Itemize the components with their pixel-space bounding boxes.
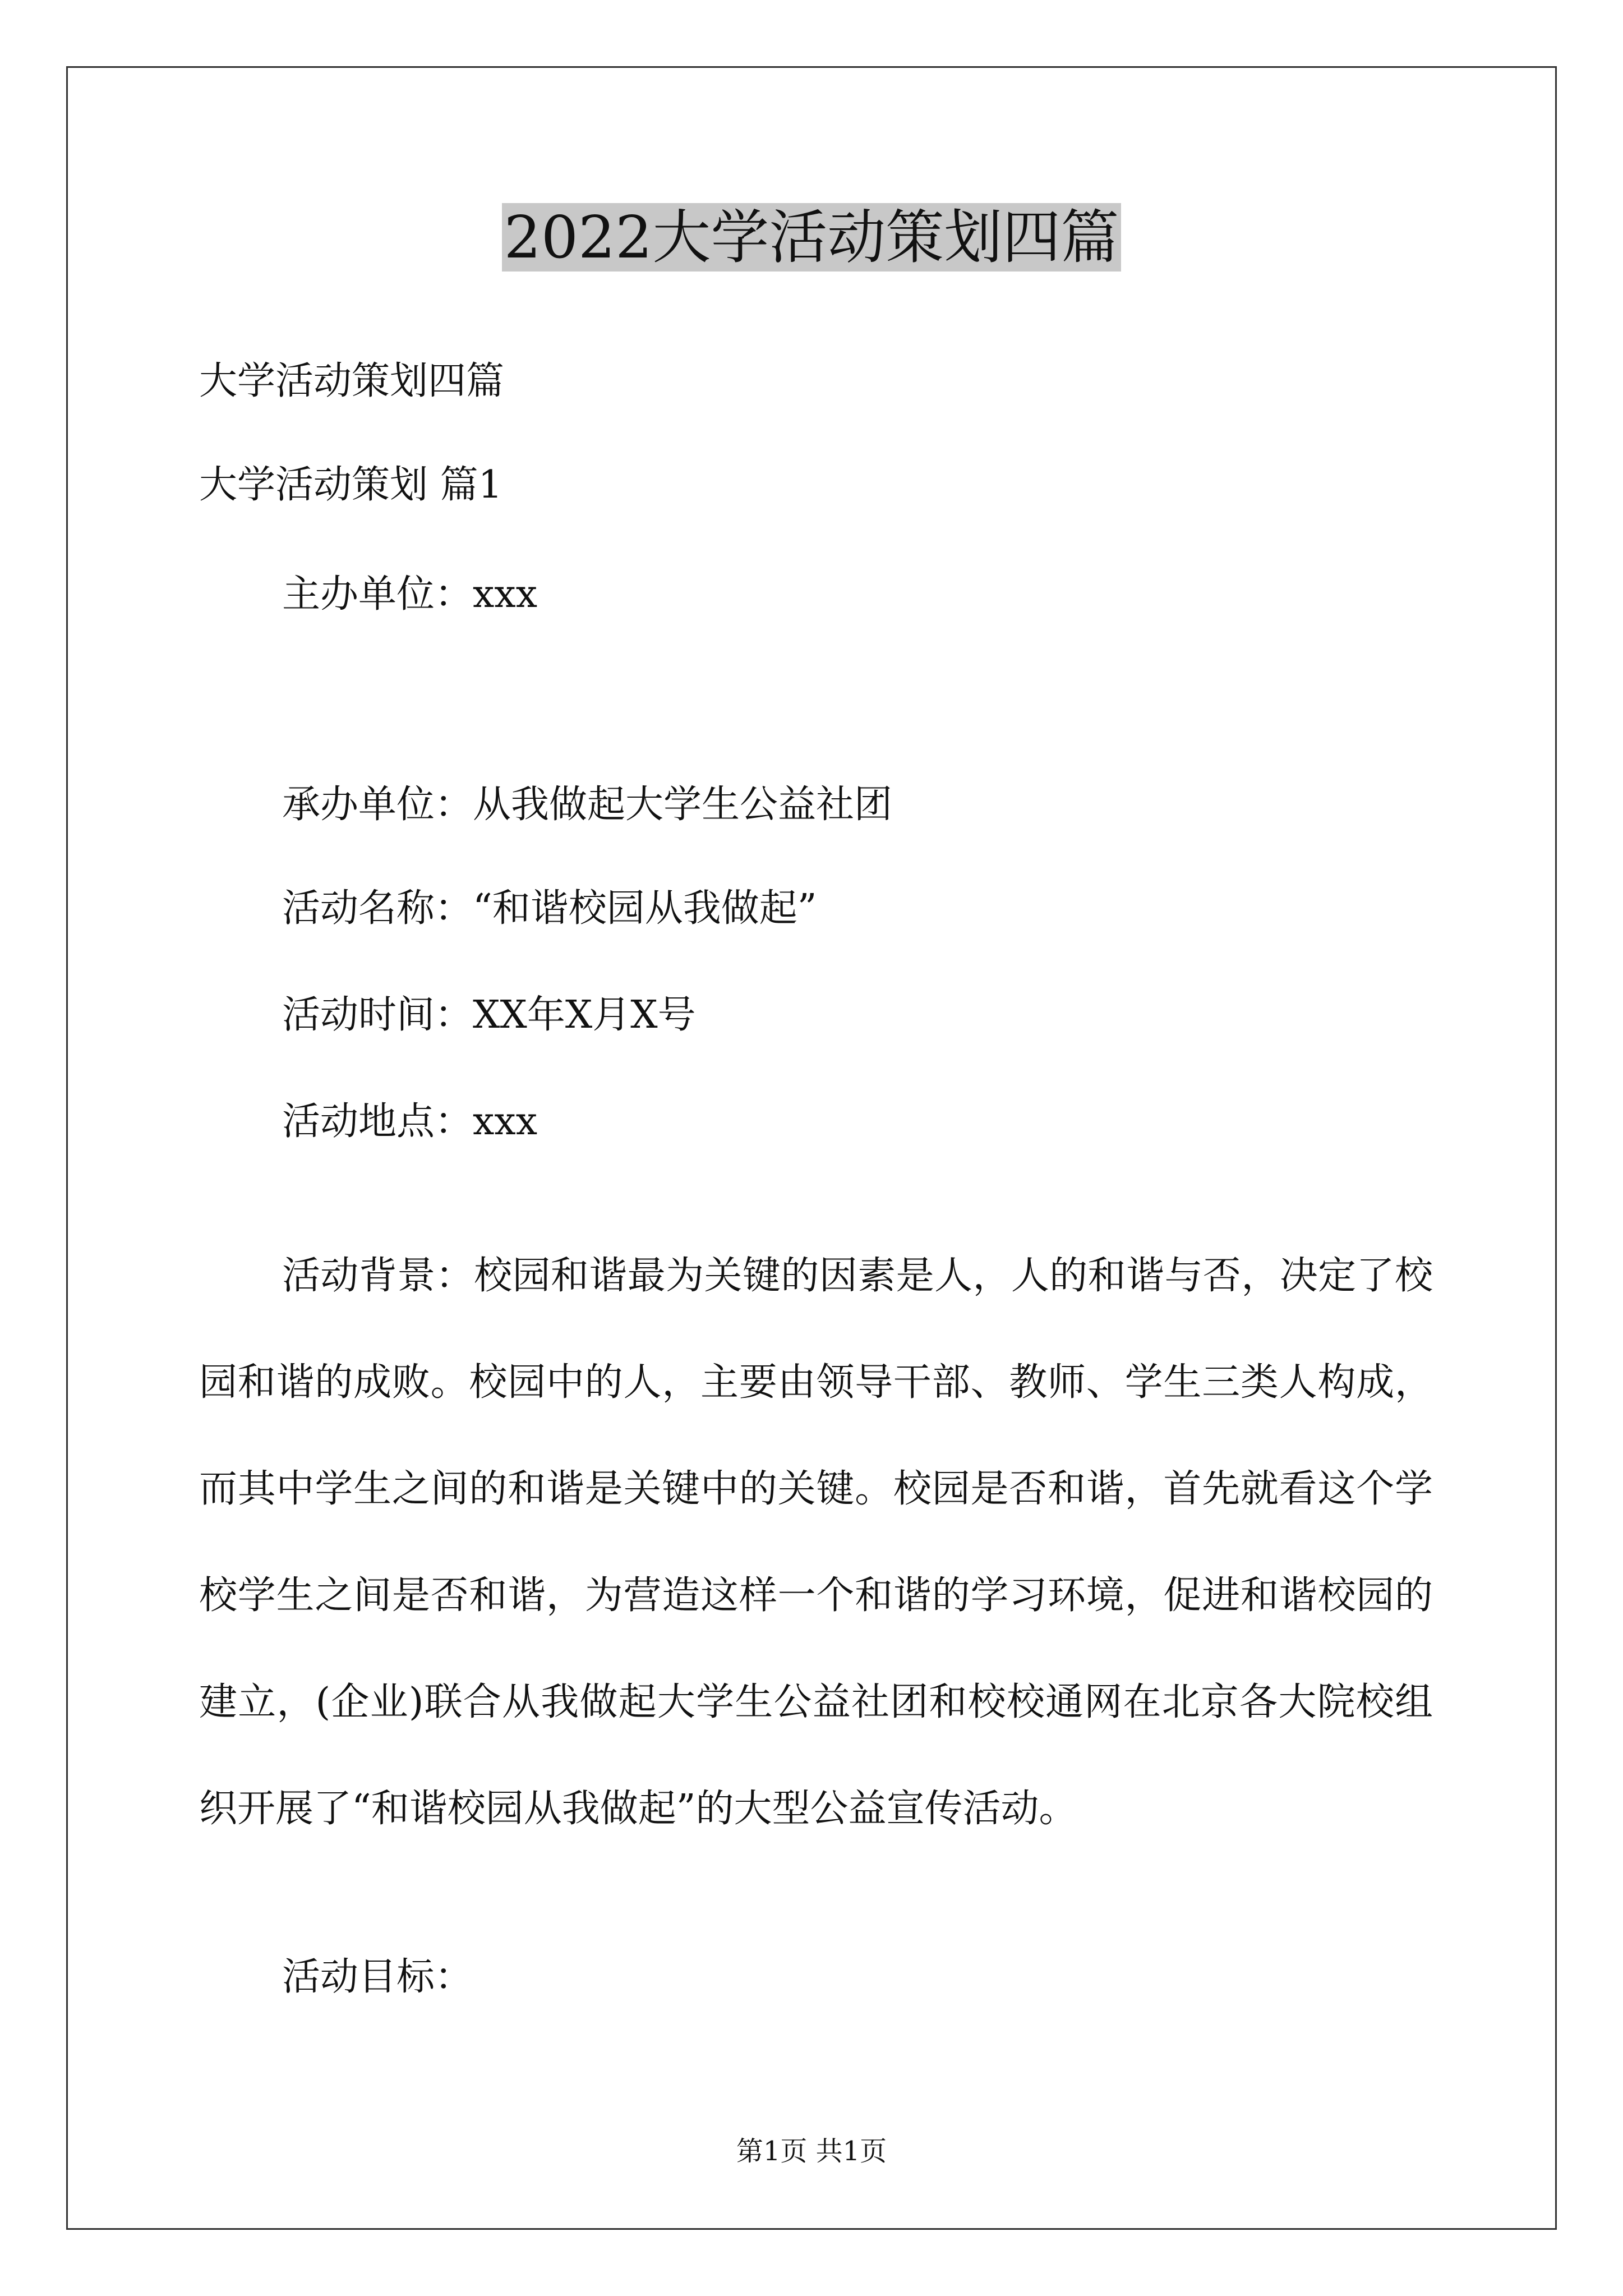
document-title — [0, 195, 1623, 279]
background-paragraph: 活动背景：校园和谐最为关键的因素是人，人的和谐与否，决定了校园和谐的成败。校园中的人，主要由领导干部、教师、学生三类人构成，而其中学生之间的和谐是关键中的关键。校园是否和谐，首先就看这个学校学生之间是否和谐，为营造这样一个和谐的学习环境，促进和谐校园的建立，(企业)联合从我做起大学生公益社团和校校通网在北京各大院校组织开展了“和谐校园从我做起”的大型公益宣传活动。 — [199, 1254, 1433, 1831]
field-host: 主办单位：xxx — [282, 572, 538, 616]
document-title-text: 2022大学活动策划四篇 — [502, 203, 1122, 272]
field-event-location: 活动地点：xxx — [282, 1099, 538, 1144]
section-heading: 大学活动策划 篇1 — [199, 463, 502, 507]
field-organizer: 承办单位：从我做起大学生公益社团 — [282, 783, 893, 827]
page-indicator: 第1页 共1页 — [736, 2136, 887, 2167]
field-event-name: 活动名称：“和谐校园从我做起” — [282, 886, 817, 931]
document-subtitle: 大学活动策划四篇 — [199, 359, 505, 403]
goals-label: 活动目标： — [282, 1955, 473, 1999]
field-event-time: 活动时间：XX年X月X号 — [282, 993, 696, 1037]
